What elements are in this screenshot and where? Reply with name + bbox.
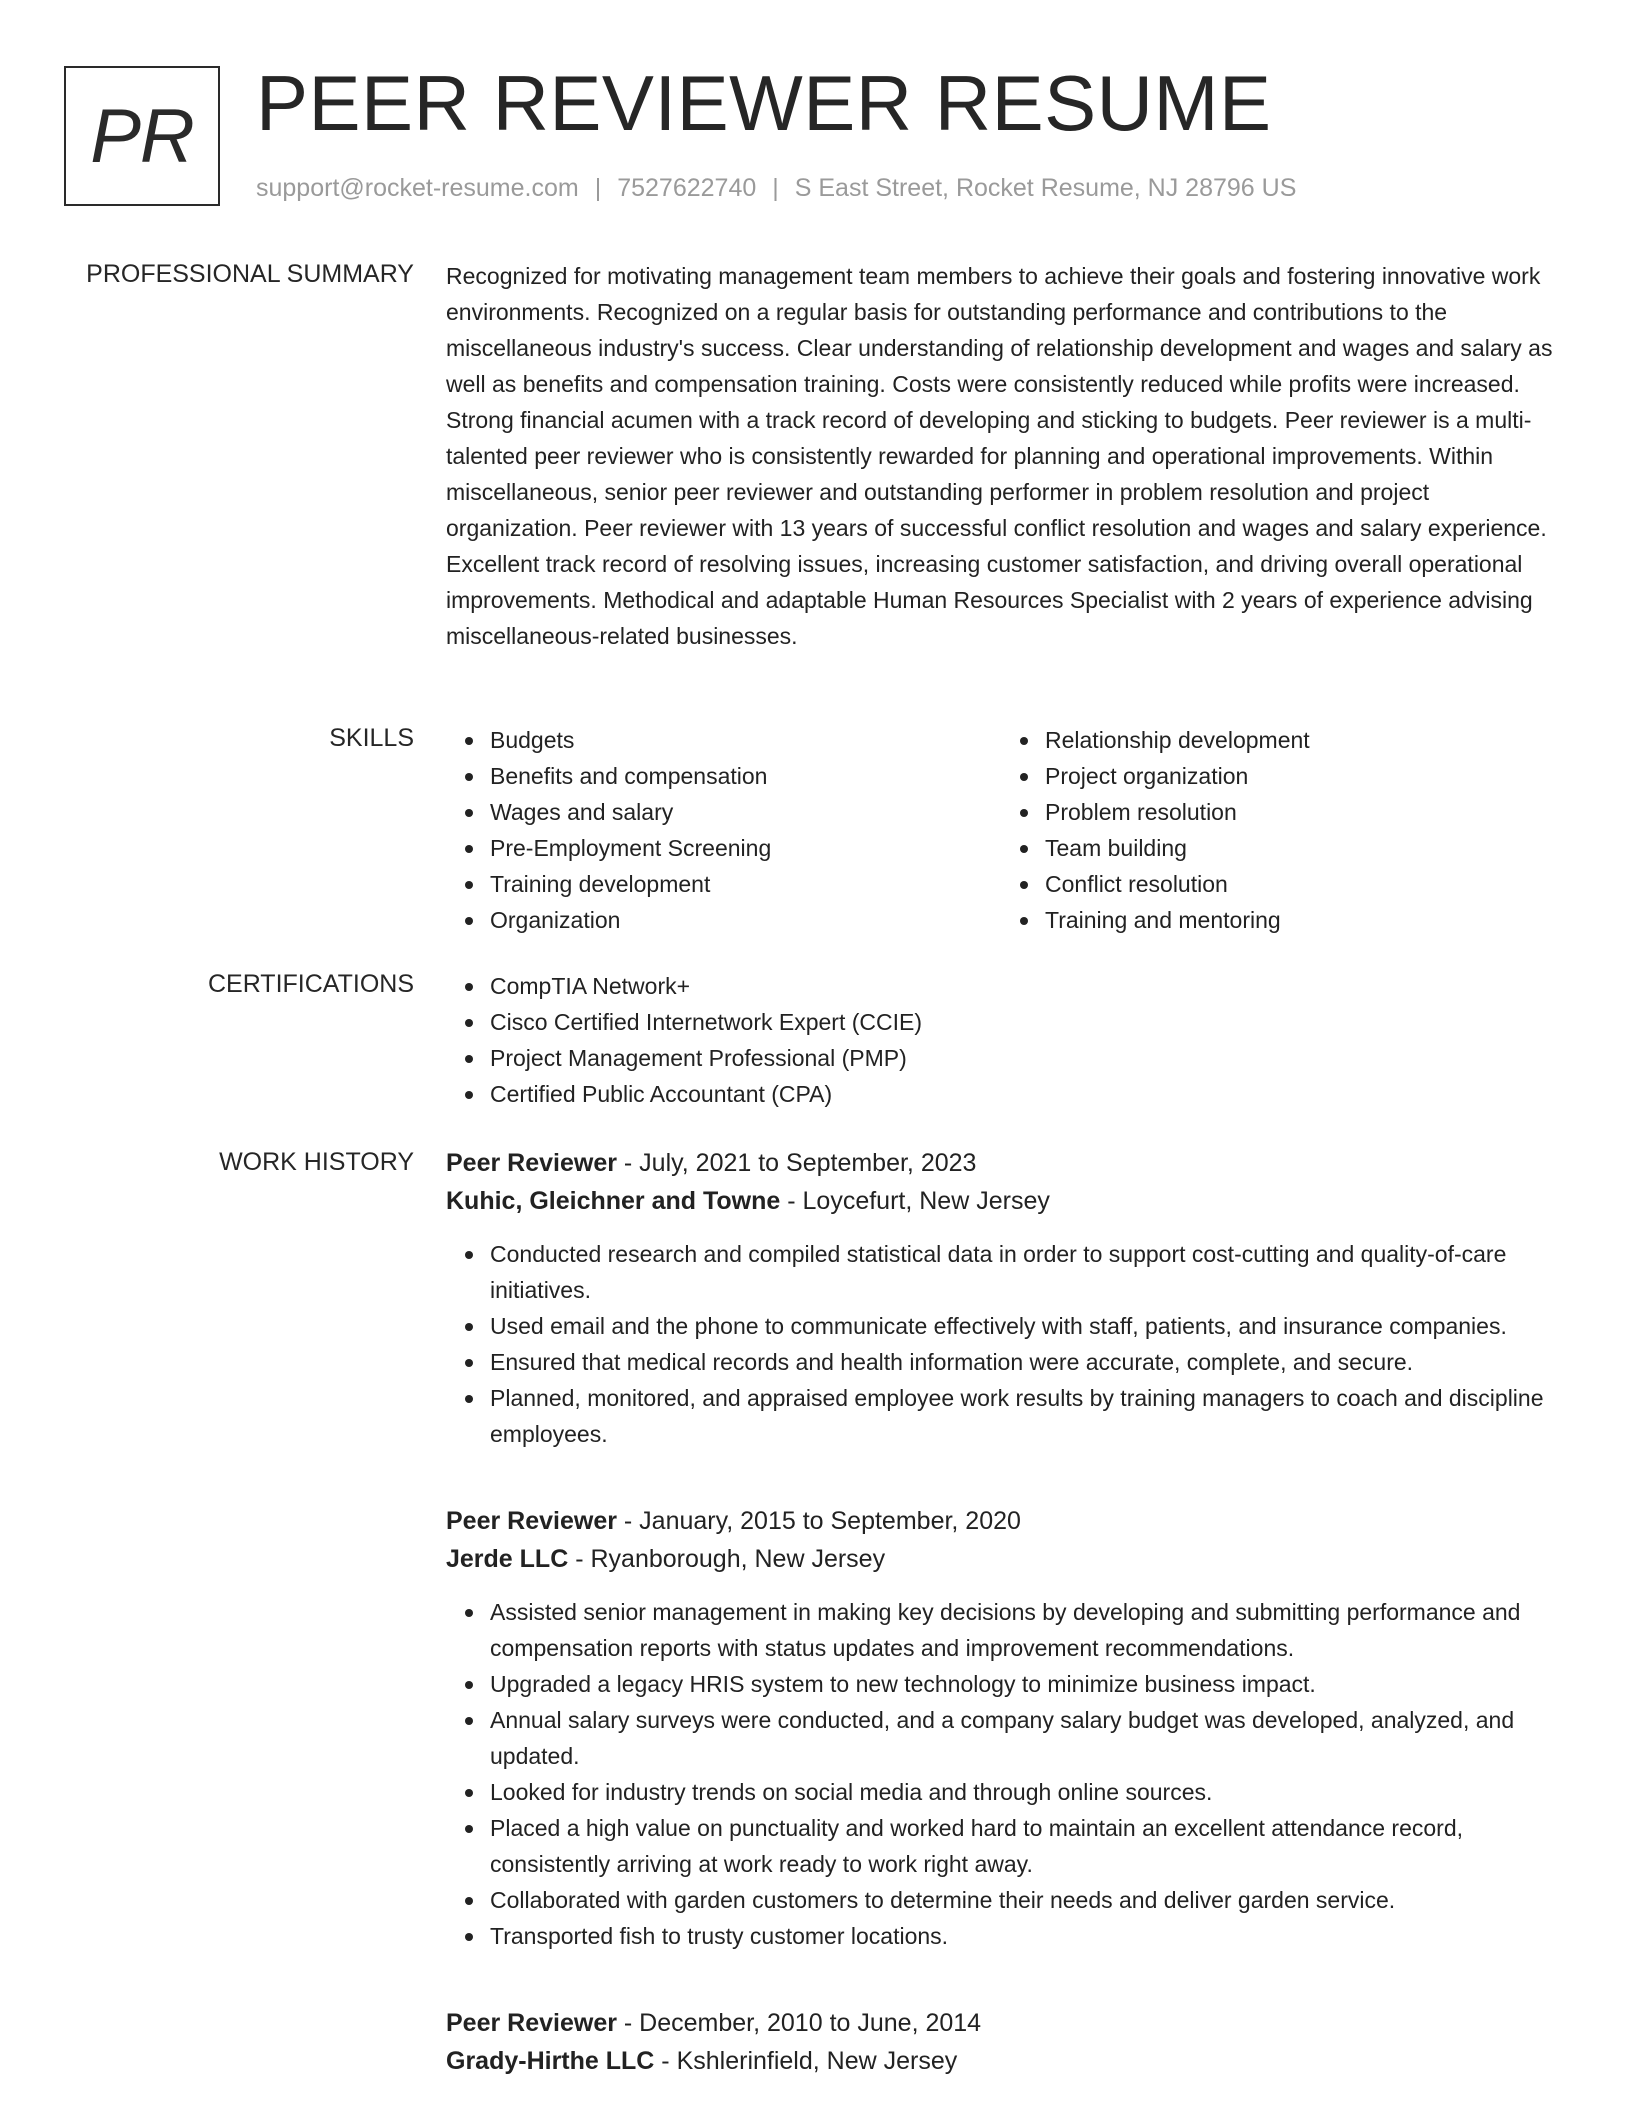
skill-item: Pre-Employment Screening: [490, 830, 1001, 866]
summary-text: Recognized for motivating management team members to achieve their goals and fostering innovative work environments. Recognized on a regular basis for outstanding performance and contributions to the miscellaneous industry's success. Clear understanding of relationship development and wages and salary as well as benefits and compensation training. Costs were consistently reduced while profits were increased. Strong financial acumen with a track record of developing and sticking to budgets. Peer reviewer is a multi-talented peer reviewer who is consistently rewarded for planning and operational improvements. Within miscellaneous, senior peer reviewer and outstanding performer in problem resolution and project organization. Peer reviewer with 13 years of successful conflict resolution and wages and salary experience. Excellent track record of resolving issues, increasing customer satisfaction, and driving overall operational improvements. Methodical and adaptable Human Resources Specialist with 2 years of experience advising miscellaneous-related businesses.: [446, 263, 1553, 649]
job-duty-item: Used email and the phone to communicate effectively with staff, patients, and insurance companies.: [490, 1308, 1556, 1344]
job-duty-item: Assisted senior management in making key decisions by developing and submitting performance and compensation reports with status updates and improvement recommendations.: [490, 1594, 1556, 1666]
skills-section: [446, 722, 1556, 938]
job-duty-item: Looked for industry trends on social media and through online sources.: [490, 1774, 1556, 1810]
skill-item: Organization: [490, 902, 1001, 938]
job-entry: [446, 1144, 1556, 1452]
job-dates: - December, 2010 to June, 2014: [616, 2009, 982, 2037]
skill-item: Relationship development: [1045, 722, 1556, 758]
section-label-skills: SKILLS: [329, 724, 414, 752]
job-location: - Kshlerinfield, New Jersey: [654, 2047, 958, 2075]
job-title-line: [446, 2004, 1556, 2042]
job-dates: - July, 2021 to September, 2023: [616, 1149, 977, 1177]
certification-item: Certified Public Accountant (CPA): [490, 1076, 1556, 1112]
section-label-work-history: WORK HISTORY: [219, 1148, 414, 1176]
contact-separator: |: [772, 174, 779, 202]
job-company-line: [446, 1182, 1556, 1220]
job-title-line: [446, 1502, 1556, 1540]
skills-column-right: [1001, 722, 1556, 938]
resume-title: PEER REVIEWER RESUME: [256, 59, 1272, 147]
job-company-line: [446, 1540, 1556, 1578]
skills-grid: [446, 722, 1556, 938]
job-company-line: [446, 2042, 1556, 2080]
job-company: Kuhic, Gleichner and Towne: [446, 1187, 781, 1215]
job-duties-list: [446, 1236, 1556, 1452]
skill-item: Training and mentoring: [1045, 902, 1556, 938]
skill-item: Problem resolution: [1045, 794, 1556, 830]
job-title: Peer Reviewer: [446, 1149, 617, 1177]
job-duty-item: Collaborated with garden customers to determine their needs and deliver garden service.: [490, 1882, 1556, 1918]
skill-item: Conflict resolution: [1045, 866, 1556, 902]
contact-address: S East Street, Rocket Resume, NJ 28796 US: [794, 174, 1297, 202]
skill-item: Training development: [490, 866, 1001, 902]
job-title: Peer Reviewer: [446, 2009, 617, 2037]
contact-email: support@rocket-resume.com: [256, 174, 579, 202]
job-entry: [446, 1502, 1556, 1954]
job-duties-list: [446, 1594, 1556, 1954]
certification-item: CompTIA Network+: [490, 968, 1556, 1004]
skill-item: Budgets: [490, 722, 1001, 758]
job-location: - Loycefurt, New Jersey: [780, 1187, 1050, 1215]
summary-section: [446, 258, 1556, 654]
job-duty-item: Annual salary surveys were conducted, and a company salary budget was developed, analyzed, and updated.: [490, 1702, 1556, 1774]
job-duty-item: Conducted research and compiled statistical data in order to support cost-cutting and quality-of-care initiatives.: [490, 1236, 1556, 1308]
job-title-line: [446, 1144, 1556, 1182]
job-duty-item: Placed a high value on punctuality and worked hard to maintain an excellent attendance record, consistently arriving at work ready to work right away.: [490, 1810, 1556, 1882]
job-entry: [446, 2004, 1556, 2080]
job-duty-item: Upgraded a legacy HRIS system to new technology to minimize business impact.: [490, 1666, 1556, 1702]
contact-line: [256, 174, 1296, 203]
work-history-section: [446, 1144, 1556, 2080]
certifications-list: [446, 968, 1556, 1112]
job-title: Peer Reviewer: [446, 1507, 617, 1535]
contact-phone: 7527622740: [617, 174, 757, 202]
skills-column-left: [446, 722, 1001, 938]
skill-item: Team building: [1045, 830, 1556, 866]
skill-item: Wages and salary: [490, 794, 1001, 830]
monogram-logo: PR: [64, 66, 220, 206]
skill-item: Benefits and compensation: [490, 758, 1001, 794]
job-company: Grady-Hirthe LLC: [446, 2047, 655, 2075]
job-location: - Ryanborough, New Jersey: [568, 1545, 886, 1573]
job-company: Jerde LLC: [446, 1545, 569, 1573]
job-duty-item: Planned, monitored, and appraised employee work results by training managers to coach and discipline employees.: [490, 1380, 1556, 1452]
job-duty-item: Ensured that medical records and health information were accurate, complete, and secure.: [490, 1344, 1556, 1380]
certification-item: Project Management Professional (PMP): [490, 1040, 1556, 1076]
contact-separator: |: [594, 174, 602, 202]
skill-item: Project organization: [1045, 758, 1556, 794]
section-label-summary: PROFESSIONAL SUMMARY: [86, 260, 414, 288]
certifications-section: [446, 968, 1556, 1112]
job-dates: - January, 2015 to September, 2020: [616, 1507, 1021, 1535]
section-label-certifications: CERTIFICATIONS: [207, 970, 414, 998]
job-duty-item: Transported fish to trusty customer locations.: [490, 1918, 1556, 1954]
certification-item: Cisco Certified Internetwork Expert (CCIE): [490, 1004, 1556, 1040]
